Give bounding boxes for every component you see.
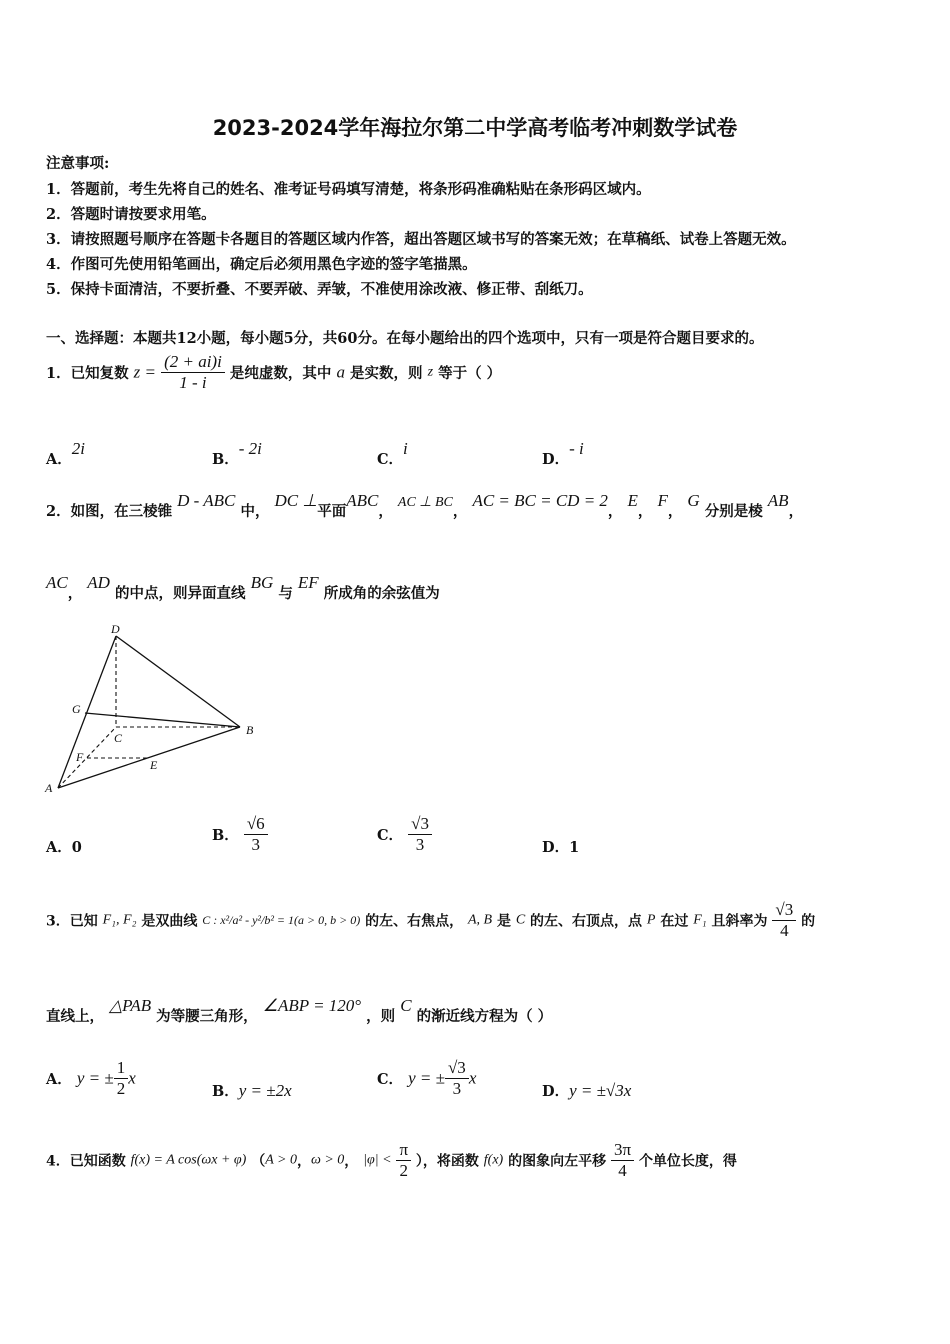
option-label: D．	[542, 1083, 570, 1100]
slope-numerator: √3	[772, 900, 796, 921]
q3-text: ，则	[366, 1008, 396, 1025]
q2-math: AC	[46, 573, 68, 592]
q2-math: AB	[767, 491, 789, 510]
option-fraction	[114, 1058, 129, 1099]
option-value: 0	[71, 839, 82, 856]
q2-math: AC = BC = CD = 2	[472, 491, 608, 510]
option-label: A．	[46, 451, 72, 468]
segment-gb	[85, 713, 240, 727]
question-3	[46, 900, 815, 941]
option-value: 1	[569, 839, 580, 856]
q3-text: 3．已知	[46, 913, 98, 930]
option-fraction	[408, 814, 432, 855]
question-2-cont: AC， AD 的中点，则异面直线 BG 与 EF 所成角的余弦值为	[46, 573, 440, 602]
q4-text: 的图象向左平移	[508, 1153, 607, 1170]
q4-text: ，	[296, 1153, 311, 1170]
notice-item: 4．作图可先使用铅笔画出，确定后必须用黑色字迹的签字笔描黑。	[46, 256, 477, 273]
option-value: 2i	[71, 439, 85, 458]
q3-option-b[interactable]	[212, 1080, 292, 1101]
q2-text: 中，	[240, 503, 270, 520]
q1-fraction	[161, 352, 225, 393]
option-prefix: y = ±	[408, 1068, 445, 1088]
option-value: y = ±√3x	[569, 1081, 632, 1100]
option-numerator: √6	[244, 814, 268, 835]
q2-math: AC ⊥ BC	[397, 495, 453, 510]
q1-option-b[interactable]	[212, 439, 262, 469]
option-label: B．	[212, 827, 239, 844]
q2-math: EF	[297, 573, 319, 592]
option-label: D．	[542, 451, 570, 468]
q3-text: 的	[801, 913, 816, 930]
q2-option-b[interactable]	[212, 814, 268, 855]
q2-math: G	[687, 491, 700, 510]
q1-text: 是实数，则	[350, 365, 423, 382]
notice-heading: 注意事项:	[46, 155, 110, 172]
q1-numerator: (2 + ai)i	[161, 352, 225, 373]
q2-text: 的中点，则异面直线	[115, 585, 246, 602]
q4-math: ω > 0	[310, 1152, 345, 1168]
q1-option-d[interactable]	[542, 439, 584, 469]
option-numerator: 1	[114, 1058, 129, 1079]
q2-text: 平面	[317, 503, 347, 520]
q2-math: ABC	[346, 491, 379, 510]
option-numerator: √3	[445, 1058, 469, 1079]
option-label: B．	[212, 451, 239, 468]
option-numerator: √3	[408, 814, 432, 835]
label-e: E	[150, 758, 158, 772]
option-fraction	[445, 1058, 469, 1099]
q3-option-d[interactable]	[542, 1080, 631, 1101]
option-suffix: x	[128, 1068, 136, 1088]
q3-text: 是	[496, 913, 511, 930]
q4-math: f(x) = A cos(ωx + φ)	[130, 1152, 247, 1168]
question-1	[46, 352, 501, 393]
q4-math: f(x)	[483, 1152, 504, 1168]
shift-denominator: 4	[618, 1161, 627, 1180]
q4-text: 4．已知函数	[46, 1153, 126, 1170]
q2-option-a[interactable]	[46, 836, 82, 857]
option-label: C．	[377, 451, 404, 468]
q3-math: △PAB	[109, 996, 152, 1015]
q4-phi-bound	[396, 1140, 411, 1181]
q3-option-a[interactable]	[46, 1058, 136, 1099]
q3-text: 的渐近线方程为（ ）	[416, 1008, 553, 1025]
q2-text: 分别是棱	[704, 503, 763, 520]
phi-numerator: π	[396, 1140, 411, 1161]
option-denominator: 3	[415, 835, 425, 854]
q2-text: 与	[278, 585, 293, 602]
q3-math: F₁, F₂	[102, 912, 137, 928]
q2-math: F	[657, 491, 668, 510]
q3-text: 为等腰三角形，	[156, 1008, 258, 1025]
q1-z-eq: z =	[133, 362, 156, 382]
option-value: i	[403, 439, 408, 458]
label-d: D	[111, 622, 120, 636]
q3-text: 在过	[660, 913, 689, 930]
option-label: B．	[212, 1083, 239, 1100]
q3-math: ∠ABP = 120°	[262, 996, 362, 1015]
question-3-cont	[46, 996, 553, 1026]
q1-text: 1．已知复数	[46, 365, 129, 382]
q4-text: 个单位长度，得	[638, 1153, 737, 1170]
q3-math: C	[515, 912, 526, 928]
slope-denominator: 4	[780, 921, 789, 940]
section-heading: 一、选择题：本题共12小题，每小题5分，共60分。在每小题给出的四个选项中，只有一项是符合题目要求的。	[46, 330, 764, 347]
pyramid-figure	[40, 618, 280, 808]
q1-text: 是纯虚数，其中	[229, 365, 332, 382]
q2-math: D - ABC	[177, 491, 236, 510]
q2-option-d[interactable]	[542, 836, 579, 857]
q3-hyperbola: C : x²/a² - y²/b² = 1(a > 0, b > 0)	[202, 913, 361, 927]
q3-slope	[772, 900, 796, 941]
q1-text: 等于（ ）	[438, 365, 502, 382]
option-prefix: y = ±	[76, 1068, 114, 1088]
q2-text: 2．如图，在三棱锥	[46, 503, 173, 520]
phi-denominator: 2	[399, 1161, 408, 1180]
q3-text: 直线上，	[46, 1008, 104, 1025]
notice-item: 1．答题前，考生先将自己的姓名、准考证号码填写清楚，将条形码准确粘贴在条形码区域内。	[46, 181, 651, 198]
option-denominator: 3	[251, 835, 260, 854]
q2-math: E	[627, 491, 638, 510]
edge-db	[116, 636, 240, 727]
q4-math: A > 0	[265, 1152, 297, 1168]
q2-math: DC ⊥	[274, 491, 318, 510]
option-value: y = ±2x	[238, 1081, 292, 1100]
q3-text: 且斜率为	[711, 913, 768, 930]
option-label: D．	[542, 839, 570, 856]
label-g: G	[72, 702, 81, 716]
q3-option-c[interactable]	[377, 1058, 476, 1099]
label-f: F	[76, 750, 84, 764]
option-suffix: x	[468, 1068, 477, 1088]
q3-text: 的左、右焦点，	[365, 913, 464, 930]
edge-da	[58, 636, 116, 788]
q3-math: P	[646, 912, 656, 928]
notice-item: 3．请按照题号顺序在答题卡各题目的答题区域内作答，超出答题区域书写的答案无效；在草稿纸、试卷上答题无效。	[46, 231, 796, 248]
option-denominator: 3	[452, 1079, 462, 1098]
question-4	[46, 1140, 737, 1181]
q4-shift	[611, 1140, 634, 1181]
q1-var-a: a	[336, 362, 345, 382]
q4-text: ），将函数	[415, 1153, 479, 1170]
q1-option-c[interactable]	[377, 439, 408, 469]
label-c: C	[114, 731, 123, 745]
q3-text: 的左、右顶点，点	[530, 913, 643, 930]
q3-text: 是双曲线	[141, 913, 198, 930]
exam-title: 2023-2024学年海拉尔第二中学高考临考冲刺数学试卷	[212, 116, 738, 140]
edge-ab	[58, 727, 240, 788]
q1-var-z: z	[427, 364, 434, 380]
q3-math: C	[400, 996, 412, 1015]
q2-option-c[interactable]	[377, 814, 432, 855]
label-b: B	[246, 723, 254, 737]
q4-text: （	[251, 1153, 266, 1170]
option-value: - 2i	[238, 439, 262, 458]
shift-numerator: 3π	[611, 1140, 634, 1161]
q1-denominator: 1 - i	[179, 373, 207, 392]
q2-math: AD	[87, 573, 110, 592]
question-2: 2．如图，在三棱锥 D - ABC 中， DC ⊥平面ABC， AC ⊥ BC， AC = BC = CD = 2， E， F， G 分别是棱 AB，	[46, 491, 804, 520]
option-label: C．	[377, 1071, 404, 1088]
q4-math: |φ| <	[363, 1152, 392, 1168]
option-label: A．	[46, 839, 72, 856]
notice-item: 5．保持卡面清洁，不要折叠、不要弄破、弄皱，不准使用涂改液、修正带、刮纸刀。	[46, 281, 593, 298]
option-fraction	[244, 814, 268, 855]
q2-math: BG	[250, 573, 274, 592]
option-denominator: 2	[116, 1079, 126, 1098]
option-label: C．	[377, 827, 404, 844]
q3-math: A, B	[467, 912, 493, 928]
q2-text: 所成角的余弦值为	[323, 585, 440, 602]
option-value: - i	[569, 439, 584, 458]
q4-text: ，	[344, 1153, 359, 1170]
q3-math: F₁	[693, 912, 707, 928]
notice-item: 2．答题时请按要求用笔。	[46, 206, 216, 223]
q1-option-a[interactable]	[46, 439, 85, 469]
label-a: A	[45, 781, 53, 795]
option-label: A．	[46, 1071, 72, 1088]
